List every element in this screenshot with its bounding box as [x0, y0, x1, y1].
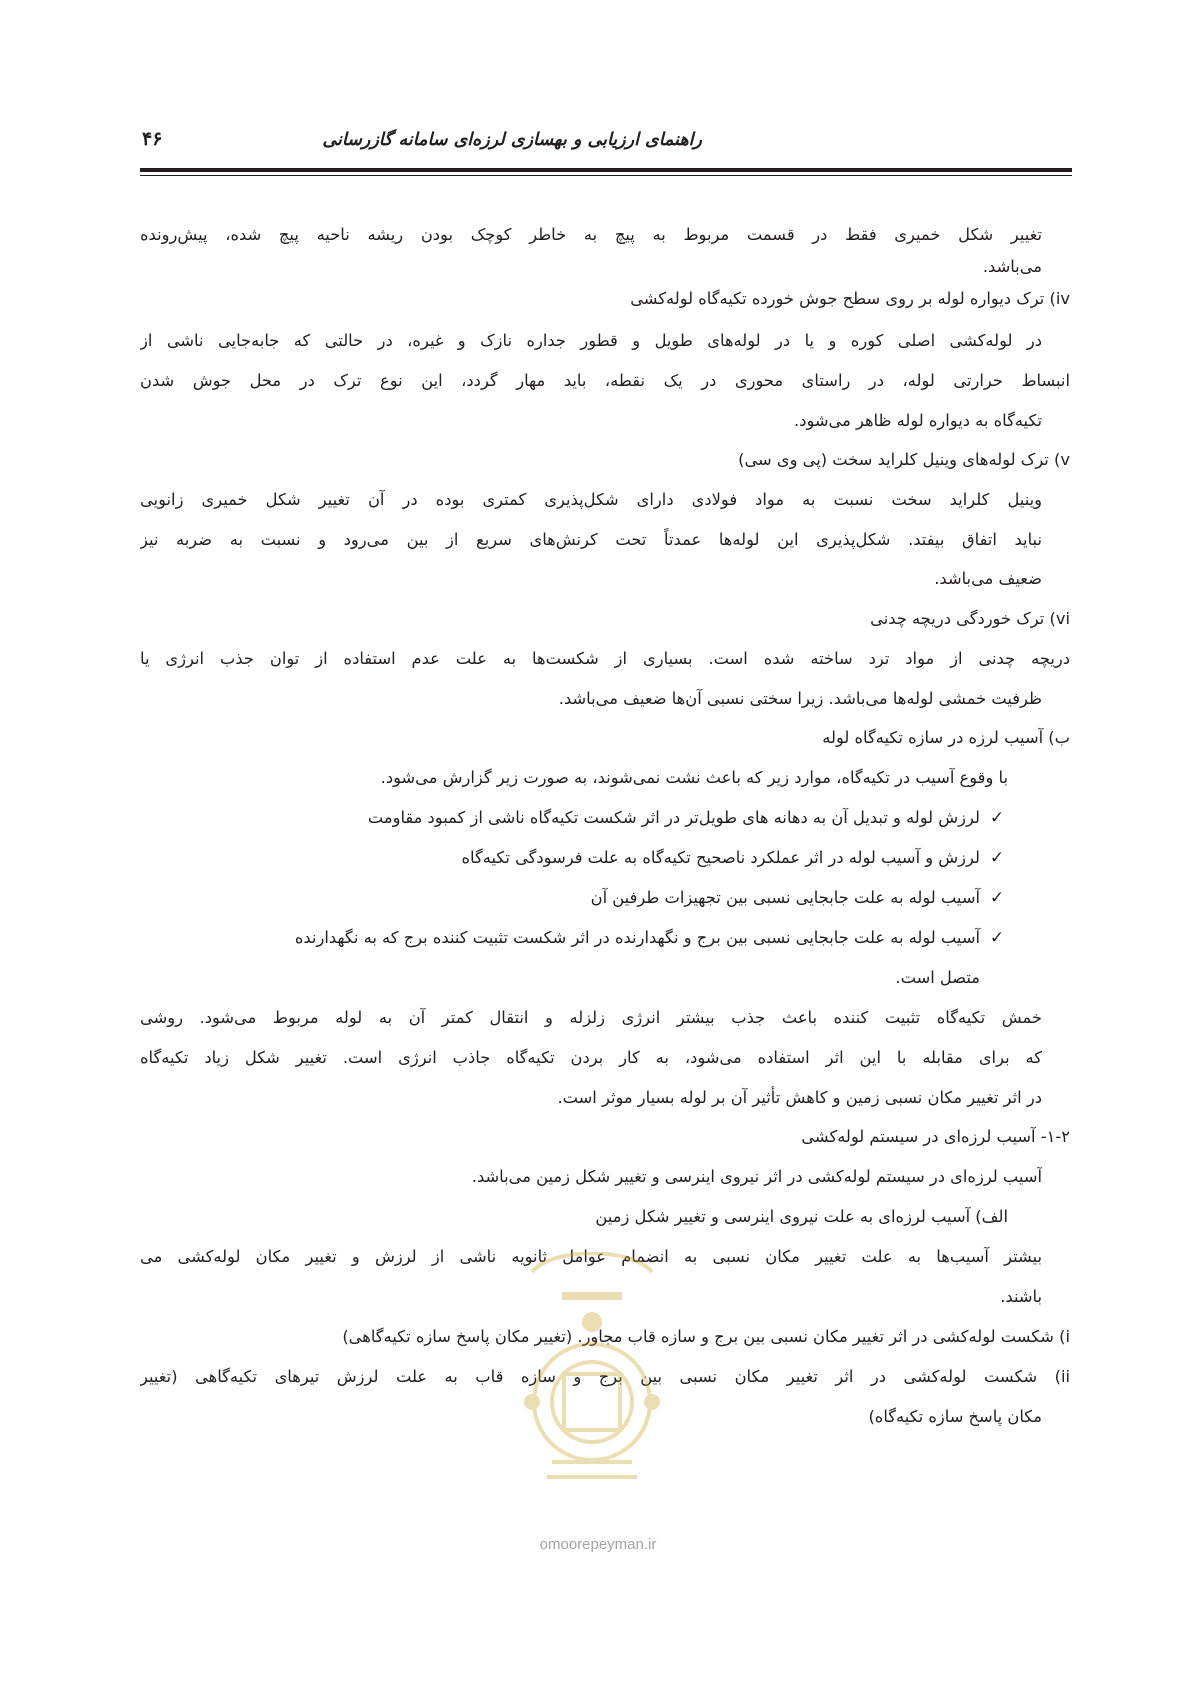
paragraph-line: ظرفیت خمشی لوله‌ها می‌باشد. زیرا سختی نسبی آن‌ها ضعیف می‌باشد. [558, 689, 1042, 708]
list-item [140, 918, 1008, 958]
check-mark-icon: ✓ [989, 928, 1005, 948]
subheading-b: ب) آسیب لرزه در سازه تکیه‌گاه لوله [822, 728, 1070, 747]
header-rule-thin [140, 175, 1072, 176]
paragraph-line: که برای مقابله با این اثر استفاده می‌شود، به کار بردن تکیه‌گاه جاذب انرژی است. تغییر شکل زیاد تکیه‌گاه [140, 1048, 1042, 1067]
list-item-text: آسیب لوله به علت جابجایی نسبی بین تجهیزات طرفین آن [590, 888, 980, 907]
check-mark-icon: ✓ [989, 848, 1005, 868]
paragraph-line: ضعیف می‌باشد. [934, 569, 1042, 588]
paragraph-line: در اثر تغییر مکان نسبی زمین و کاهش تأثیر آن بر لوله بسیار موثر است. [557, 1088, 1042, 1107]
watermark-text: omoorepeyman.ir [539, 1536, 657, 1553]
subheading-vi: vi) ترک خوردگی دریچه چدنی [870, 609, 1070, 628]
list-item-ii: ii) شکست لوله‌کشی در اثر تغییر مکان نسبی بین برج و سازه قاب به علت لرزش تیرهای تکیه‌گاهی (تغییر [140, 1367, 1070, 1386]
check-mark-icon: ✓ [989, 888, 1005, 908]
paragraph-line: با وقوع آسیب در تکیه‌گاه، موارد زیر که باعث نشت نمی‌شوند، به صورت زیر گزارش می‌شود. [380, 768, 1008, 787]
paragraph-line: نباید اتفاق بیفتد. شکل‌پذیری این لوله‌ها عمدتاً تحت کرنش‌های سریع از بین می‌رود و نسبت به ضربه نیز [140, 530, 1042, 549]
subheading-v: v) ترک لوله‌های وینیل کلراید سخت (پی وی سی) [738, 450, 1070, 469]
list-item-ii-continuation: مکان پاسخ سازه تکیه‌گاه) [868, 1407, 1042, 1426]
page-header [140, 128, 1072, 168]
paragraph-line: در لوله‌کشی اصلی کوره و یا در لوله‌های طویل و قطور جداره نازک و غیره، در حالتی که جابه‌جایی ناشی از [140, 331, 1042, 350]
paragraph-line: می‌باشد. [982, 257, 1042, 276]
paragraph-line: وینیل کلراید سخت نسبت به مواد فولادی دارای شکل‌پذیری کمتری بوده در آن تغییر شکل خمیری زانویی [140, 490, 1042, 509]
paragraph-line: باشند. [1000, 1287, 1042, 1306]
list-item-text: لرزش لوله و تبدیل آن به دهانه های طویل‌تر در اثر شکست تکیه‌گاه ناشی از کمبود مقاومت [367, 808, 980, 827]
subheading-iv: iv) ترک دیواره لوله بر روی سطح جوش خورده تکیه‌گاه لوله‌کشی [630, 289, 1070, 308]
page-number: ۴۶ [142, 128, 163, 150]
paragraph-line: دریچه چدنی از مواد ترد ساخته شده است. بسیاری از شکست‌ها به علت عدم استفاده از توان جذب انرژی یا [140, 649, 1070, 668]
list-item-continuation: متصل است. [895, 968, 980, 987]
subheading-alef: الف) آسیب لرزه‌ای به علت نیروی اینرسی و تغییر شکل زمین [595, 1207, 1008, 1226]
paragraph-line: تغییر شکل خمیری فقط در قسمت مربوط به پیچ به خاطر کوچک بودن ریشه ناحیه پیچ شده، پیش‌رونده [140, 225, 1042, 244]
list-item [140, 878, 1008, 918]
list-item-text: آسیب لوله به علت جابجایی نسبی بین برج و نگهدارنده در اثر شکست تثبیت کننده برج که به نگهدارنده [294, 928, 980, 947]
running-title: راهنمای ارزیابی و بهسازی لرزه‌ای سامانه گازرسانی [322, 130, 702, 150]
paragraph-line: تکیه‌گاه به دیواره لوله ظاهر می‌شود. [794, 411, 1042, 430]
paragraph-line: بیشتر آسیب‌ها به علت تغییر مکان نسبی به انضمام عوامل ثانویه ناشی از لرزش و تغییر مکان لوله‌کشی می [140, 1247, 1042, 1266]
paragraph-line: انبساط حرارتی لوله، در راستای محوری در یک نقطه، باید مهار گردد، این نوع ترک در محل جوش شدن [140, 371, 1070, 390]
section-heading: ۱-۲- آسیب لرزه‌ای در سیستم لوله‌کشی [801, 1127, 1070, 1146]
list-item [140, 798, 1008, 838]
list-item-text: لرزش و آسیب لوله در اثر عملکرد ناصحیح تکیه‌گاه به علت فرسودگی تکیه‌گاه [461, 848, 980, 867]
list-item-i: i) شکست لوله‌کشی در اثر تغییر مکان نسبی بین برج و سازه قاب مجاور. (تغییر مکان پاسخ سازه تکیه‌گاهی) [342, 1327, 1070, 1346]
paragraph-line: خمش تکیه‌گاه تثبیت کننده باعث جذب بیشتر انرژی زلزله و انتقال کمتر آن به لوله مربوط می‌شود. روشی [140, 1008, 1042, 1027]
paragraph-line: آسیب لرزه‌ای در سیستم لوله‌کشی در اثر نیروی اینرسی و تغییر شکل زمین می‌باشد. [471, 1167, 1042, 1186]
list-item [140, 838, 1008, 878]
check-mark-icon: ✓ [989, 808, 1005, 828]
header-rule-thick [140, 168, 1072, 172]
